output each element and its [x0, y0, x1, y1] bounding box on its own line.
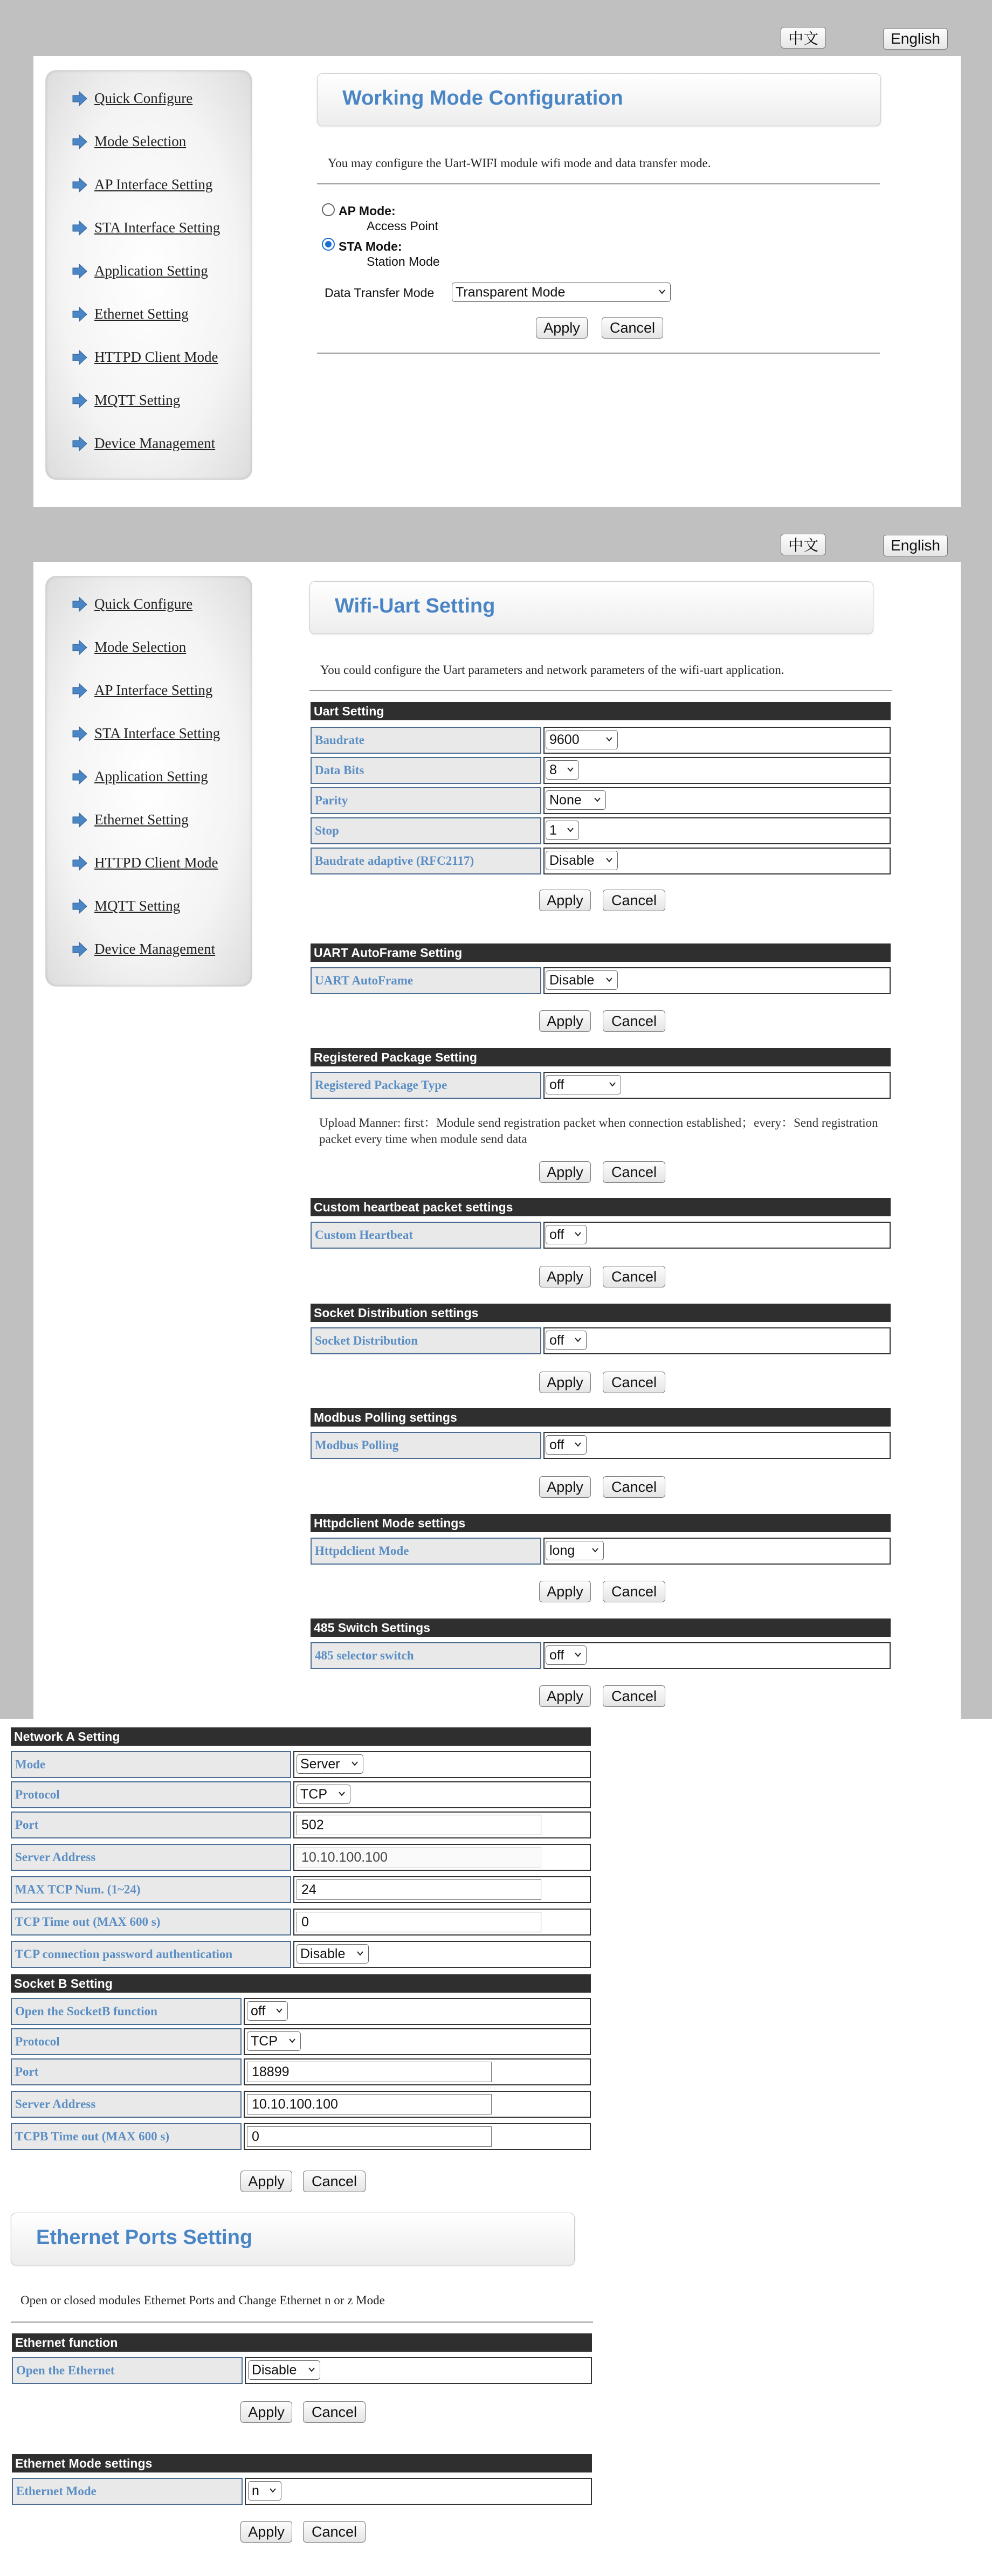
working-mode-description: You may configure the Uart-WIFI module wifi mode and data transfer mode.	[328, 156, 711, 170]
lang-chinese-button[interactable]: 中文	[781, 534, 826, 555]
na-max-tcp-input[interactable]: 24	[297, 1879, 541, 1900]
nav-sta-interface[interactable]: STA Interface Setting	[72, 219, 220, 236]
nav-mqtt-setting[interactable]: MQTT Setting	[72, 898, 180, 914]
chevron-down-icon	[591, 1546, 599, 1554]
chevron-down-icon	[574, 1651, 582, 1658]
stop-select[interactable]: 1	[546, 821, 579, 840]
chevron-down-icon	[308, 2366, 315, 2373]
heartbeat-label: Custom Heartbeat	[311, 1222, 541, 1249]
arrow-icon	[72, 91, 88, 107]
heartbeat-select[interactable]: off	[546, 1225, 587, 1244]
chevron-down-icon	[609, 1080, 616, 1088]
ethernet-mode-cell	[245, 2478, 592, 2505]
chevron-down-icon	[567, 826, 574, 834]
socket-distribution-header: Socket Distribution settings	[311, 1304, 891, 1322]
data-bits-cell	[543, 757, 891, 784]
apply-button[interactable]: Apply	[539, 890, 591, 911]
data-bits-label: Data Bits	[311, 757, 541, 784]
httpdclient-header: Httpdclient Mode settings	[311, 1514, 891, 1532]
modbus-label: Modbus Polling	[311, 1432, 541, 1459]
heartbeat-cell	[543, 1222, 891, 1249]
cancel-button[interactable]: Cancel	[603, 1161, 665, 1183]
sb-port-label: Port	[11, 2058, 242, 2085]
stop-cell	[543, 817, 891, 844]
arrow-icon	[72, 392, 88, 409]
apply-button[interactable]: Apply	[240, 2521, 292, 2543]
httpdclient-select[interactable]: long	[546, 1541, 604, 1560]
ethernet-open-select[interactable]: Disable	[248, 2360, 320, 2380]
chevron-down-icon	[288, 2037, 296, 2044]
sb-open-label: Open the SocketB function	[11, 1998, 242, 2025]
cancel-button[interactable]: Cancel	[603, 1685, 665, 1707]
cancel-button[interactable]: Cancel	[602, 317, 663, 339]
wifi-uart-title-box	[309, 581, 873, 634]
cancel-button[interactable]: Cancel	[303, 2171, 366, 2192]
baudrate-adaptive-select[interactable]: Disable	[546, 851, 618, 870]
uart-setting-header: Uart Setting	[311, 702, 891, 720]
nav-ap-interface[interactable]: AP Interface Setting	[72, 682, 212, 699]
chevron-down-icon	[269, 2487, 277, 2494]
registered-package-header: Registered Package Setting	[311, 1048, 891, 1066]
chevron-down-icon	[356, 1950, 364, 1957]
sb-port-input[interactable]: 18899	[247, 2062, 492, 2082]
apply-button[interactable]: Apply	[240, 2401, 292, 2423]
arrow-icon	[72, 596, 88, 612]
apply-button[interactable]: Apply	[539, 1476, 591, 1498]
chevron-down-icon	[275, 2007, 283, 2014]
baudrate-label: Baudrate	[311, 727, 541, 754]
nav-quick-configure[interactable]: Quick Configure	[72, 90, 192, 107]
page-title: Wifi-Uart Setting	[335, 595, 495, 617]
rs485-select[interactable]: off	[546, 1645, 587, 1665]
arrow-icon	[72, 639, 88, 656]
heartbeat-header: Custom heartbeat packet settings	[311, 1198, 891, 1216]
stop-label: Stop	[311, 817, 541, 844]
page-title: Ethernet Ports Setting	[36, 2226, 253, 2249]
nav-device-management[interactable]: Device Management	[72, 435, 215, 452]
apply-button[interactable]: Apply	[240, 2171, 292, 2192]
ap-mode-radio[interactable]	[321, 203, 335, 217]
data-bits-select[interactable]: 8	[546, 760, 579, 780]
nav-mqtt-setting[interactable]: MQTT Setting	[72, 392, 180, 409]
ethernet-open-label: Open the Ethernet	[12, 2357, 243, 2384]
ap-mode-desc: Access Point	[367, 219, 438, 233]
lang-english-button[interactable]: English	[883, 535, 948, 556]
cancel-button[interactable]: Cancel	[603, 1010, 665, 1032]
na-server-input[interactable]: 10.10.100.100	[297, 1847, 541, 1868]
nav-httpd-client[interactable]: HTTPD Client Mode	[72, 855, 218, 871]
na-port-label: Port	[11, 1812, 291, 1838]
na-protocol-label: Protocol	[11, 1781, 291, 1808]
na-timeout-input[interactable]: 0	[297, 1912, 541, 1932]
chevron-down-icon	[658, 288, 666, 295]
arrow-icon	[72, 769, 88, 785]
socket-distribution-select[interactable]: off	[546, 1331, 587, 1350]
nav-quick-configure[interactable]: Quick Configure	[72, 596, 192, 612]
cancel-button[interactable]: Cancel	[603, 1266, 665, 1287]
chevron-down-icon	[574, 1230, 582, 1238]
modbus-header: Modbus Polling settings	[311, 1408, 891, 1427]
sb-open-select[interactable]: off	[247, 2001, 288, 2021]
chevron-down-icon	[351, 1760, 359, 1767]
sta-mode-radio[interactable]	[321, 237, 335, 251]
sb-server-input[interactable]: 10.10.100.100	[247, 2094, 492, 2114]
upload-manner-note: Upload Manner: first：Module send registration packet when connection established；every：Send registration packet every time when module send data	[319, 1116, 878, 1146]
chevron-down-icon	[605, 735, 613, 743]
nav-application-setting[interactable]: Application Setting	[72, 263, 208, 279]
nav-application-setting[interactable]: Application Setting	[72, 768, 208, 785]
arrow-icon	[72, 436, 88, 452]
socket-distribution-label: Socket Distribution	[311, 1327, 541, 1354]
cancel-button[interactable]: Cancel	[603, 1372, 665, 1393]
rs485-header: 485 Switch Settings	[311, 1618, 891, 1637]
sb-protocol-label: Protocol	[11, 2028, 242, 2055]
arrow-icon	[72, 177, 88, 193]
apply-button[interactable]: Apply	[536, 317, 588, 339]
ethernet-mode-label: Ethernet Mode	[12, 2478, 243, 2505]
sta-mode-label: STA Mode:	[339, 239, 402, 253]
sidebar	[45, 70, 252, 480]
lang-english-button[interactable]: English	[883, 28, 948, 50]
cancel-button[interactable]: Cancel	[603, 1476, 665, 1498]
chevron-down-icon	[574, 1336, 582, 1344]
cancel-button[interactable]: Cancel	[303, 2521, 366, 2543]
autoframe-select[interactable]: Disable	[546, 970, 618, 990]
apply-button[interactable]: Apply	[539, 1685, 591, 1707]
parity-label: Parity	[311, 787, 541, 814]
apply-button[interactable]: Apply	[539, 1266, 591, 1287]
ethernet-description: Open or closed modules Ethernet Ports and Change Ethernet n or z Mode	[20, 2293, 385, 2307]
baudrate-adaptive-label: Baudrate adaptive (RFC2117)	[311, 848, 541, 874]
ap-mode-label: AP Mode:	[339, 204, 396, 218]
parity-select[interactable]: None	[546, 790, 606, 810]
divider	[11, 2322, 593, 2323]
nav-device-management[interactable]: Device Management	[72, 941, 215, 958]
arrow-icon	[72, 941, 88, 958]
httpdclient-label: Httpdclient Mode	[311, 1538, 541, 1565]
divider	[317, 183, 880, 184]
arrow-icon	[72, 812, 88, 828]
lang-chinese-button[interactable]: 中文	[781, 27, 826, 49]
apply-button[interactable]: Apply	[539, 1372, 591, 1393]
registered-package-label: Registered Package Type	[311, 1072, 541, 1099]
socket-b-header: Socket B Setting	[11, 1974, 591, 1993]
arrow-icon	[72, 263, 88, 279]
nav-ethernet-setting[interactable]: Ethernet Setting	[72, 811, 189, 828]
na-max-tcp-label: MAX TCP Num. (1~24)	[11, 1876, 291, 1903]
ethernet-mode-header: Ethernet Mode settings	[12, 2454, 592, 2472]
baudrate-select[interactable]: 9600	[546, 730, 618, 749]
modbus-cell	[543, 1432, 891, 1459]
divider	[317, 353, 880, 354]
chevron-down-icon	[574, 1441, 582, 1448]
ethernet-title-box	[11, 2213, 575, 2265]
arrow-icon	[72, 349, 88, 366]
apply-button[interactable]: Apply	[539, 1161, 591, 1183]
autoframe-label: UART AutoFrame	[311, 967, 541, 994]
divider	[309, 690, 892, 691]
arrow-icon	[72, 898, 88, 914]
arrow-icon	[72, 220, 88, 236]
nav-ap-interface[interactable]: AP Interface Setting	[72, 176, 212, 193]
sb-protocol-select[interactable]: TCP	[247, 2031, 301, 2051]
data-transfer-label: Data Transfer Mode	[325, 286, 435, 300]
chevron-down-icon	[338, 1790, 346, 1797]
nav-ethernet-setting[interactable]: Ethernet Setting	[72, 306, 189, 322]
na-password-select[interactable]: Disable	[297, 1944, 369, 1964]
sb-timeout-input[interactable]: 0	[247, 2126, 492, 2147]
apply-button[interactable]: Apply	[539, 1581, 591, 1602]
na-timeout-label: TCP Time out (MAX 600 s)	[11, 1909, 291, 1936]
rs485-label: 485 selector switch	[311, 1642, 541, 1669]
socket-distribution-cell	[543, 1327, 891, 1354]
na-mode-label: Mode	[11, 1751, 291, 1778]
arrow-icon	[72, 855, 88, 871]
sb-timeout-label: TCPB Time out (MAX 600 s)	[11, 2123, 242, 2150]
arrow-icon	[72, 683, 88, 699]
sidebar	[45, 576, 252, 987]
sta-mode-desc: Station Mode	[367, 254, 440, 268]
na-mode-select[interactable]: Server	[297, 1754, 363, 1774]
chevron-down-icon	[594, 796, 601, 803]
registered-package-select[interactable]: off	[546, 1075, 621, 1094]
chevron-down-icon	[605, 856, 613, 864]
network-a-header: Network A Setting	[11, 1727, 591, 1746]
working-mode-title-box	[317, 73, 881, 126]
ethernet-mode-select[interactable]: n	[248, 2481, 281, 2501]
rs485-cell	[543, 1642, 891, 1669]
chevron-down-icon	[567, 766, 574, 773]
na-password-label: TCP connection password authentication	[11, 1941, 291, 1968]
na-server-label: Server Address	[11, 1844, 291, 1871]
na-port-input[interactable]: 502	[297, 1815, 541, 1835]
arrow-icon	[72, 134, 88, 150]
nav-httpd-client[interactable]: HTTPD Client Mode	[72, 349, 218, 366]
wifi-uart-description: You could configure the Uart parameters and network parameters of the wifi-uart application.	[320, 663, 784, 677]
nav-mode-selection[interactable]: Mode Selection	[72, 133, 186, 150]
chevron-down-icon	[605, 976, 613, 983]
cancel-button[interactable]: Cancel	[603, 890, 665, 911]
sb-server-label: Server Address	[11, 2091, 242, 2118]
page-title: Working Mode Configuration	[342, 87, 623, 109]
data-transfer-select[interactable]: Transparent Mode	[452, 283, 671, 302]
autoframe-header: UART AutoFrame Setting	[311, 943, 891, 962]
na-protocol-select[interactable]: TCP	[297, 1785, 350, 1804]
modbus-select[interactable]: off	[546, 1435, 587, 1455]
sb-open-cell	[244, 1998, 591, 2025]
arrow-icon	[72, 306, 88, 322]
cancel-button[interactable]: Cancel	[303, 2401, 366, 2423]
cancel-button[interactable]: Cancel	[603, 1581, 665, 1602]
apply-button[interactable]: Apply	[539, 1010, 591, 1032]
ethernet-function-header: Ethernet function	[12, 2333, 592, 2352]
nav-sta-interface[interactable]: STA Interface Setting	[72, 725, 220, 742]
arrow-icon	[72, 726, 88, 742]
nav-mode-selection[interactable]: Mode Selection	[72, 639, 186, 656]
